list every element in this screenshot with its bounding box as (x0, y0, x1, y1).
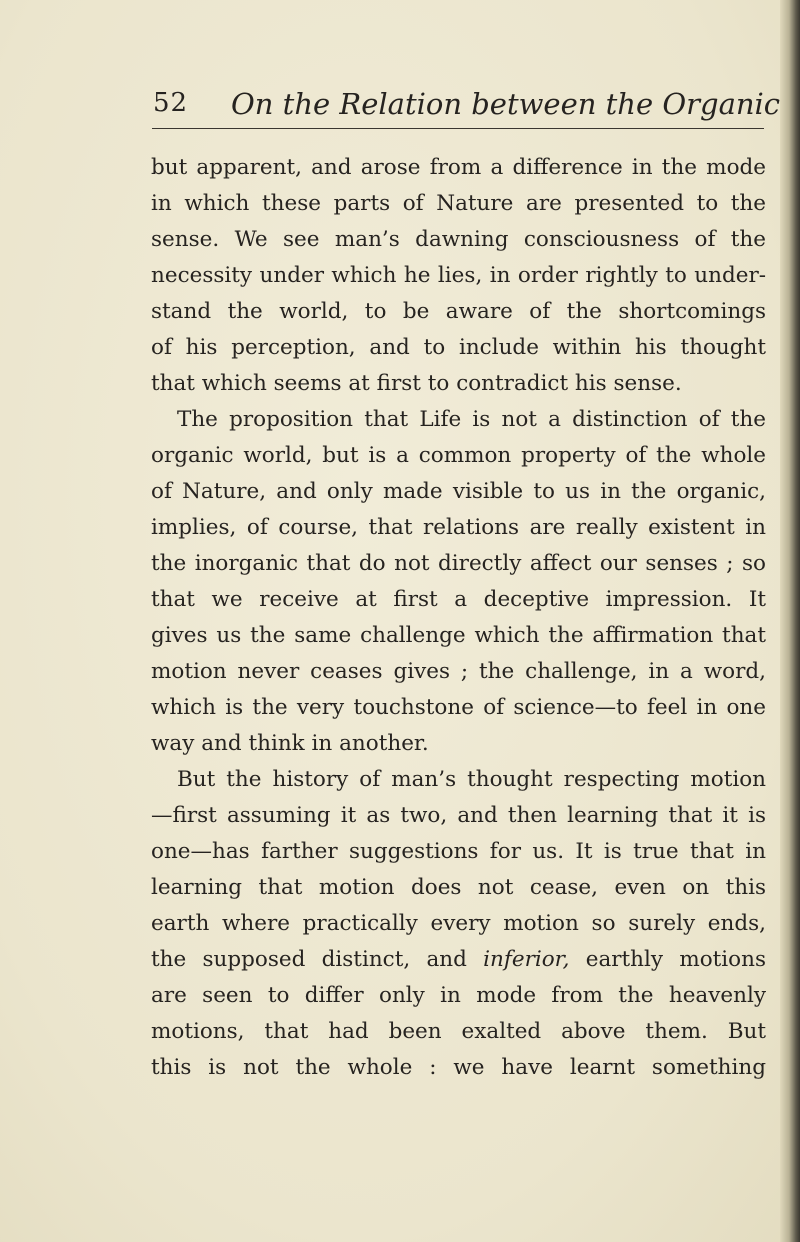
text-line: the inorganic that do not directly affect our senses ; so (151, 551, 766, 576)
paragraph-start-line: The proposition that Life is not a distinction of the (177, 407, 766, 432)
running-title: On the Relation between the Organic (231, 87, 781, 121)
text-line: this is not the whole : we have learnt something (151, 1055, 766, 1080)
text-line: that which seems at first to contradict his sense. (151, 371, 682, 396)
text-line: sense. We see man’s dawning consciousness of the (151, 227, 766, 252)
text-line: are seen to differ only in mode from the heavenly (151, 983, 766, 1008)
text-line-with-italic (151, 942, 766, 978)
text-line: but apparent, and arose from a difference in the mode (151, 155, 766, 180)
text-line: motions, that had been exalted above them. But (151, 1019, 766, 1044)
text-line: one—has farther suggestions for us. It is true that in (151, 839, 766, 864)
paragraph-start-line: But the history of man’s thought respecting motion (177, 767, 766, 792)
text-segment: the supposed distinct, and (151, 947, 467, 972)
text-line: —first assuming it as two, and then learning that it is (151, 803, 766, 828)
text-line: implies, of course, that relations are really existent in (151, 515, 766, 540)
page-number: 52 (153, 88, 189, 118)
text-line: necessity under which he lies, in order rightly to under- (151, 263, 766, 288)
text-line: which is the very touchstone of science—to feel in one (151, 695, 766, 720)
text-line: of his perception, and to include within his thought (151, 335, 766, 360)
text-segment: earthly motions (585, 947, 766, 972)
italic-word: inferior, (483, 947, 570, 972)
text-line: that we receive at first a deceptive impression. It (151, 587, 766, 612)
text-line: stand the world, to be aware of the shortcomings (151, 299, 766, 324)
text-line: gives us the same challenge which the affirmation that (151, 623, 766, 648)
header-rule (152, 128, 764, 129)
page-edge (780, 0, 800, 1242)
page-header (153, 87, 781, 128)
text-line: organic world, but is a common property of the whole (151, 443, 766, 468)
body-text (151, 150, 766, 1086)
text-line: learning that motion does not cease, even on this (151, 875, 766, 900)
text-line: way and think in another. (151, 731, 429, 756)
text-line: in which these parts of Nature are presented to the (151, 191, 766, 216)
text-line: motion never ceases gives ; the challenge, in a word, (151, 659, 766, 684)
text-line: earth where practically every motion so surely ends, (151, 911, 766, 936)
text-line: of Nature, and only made visible to us in the organic, (151, 479, 766, 504)
